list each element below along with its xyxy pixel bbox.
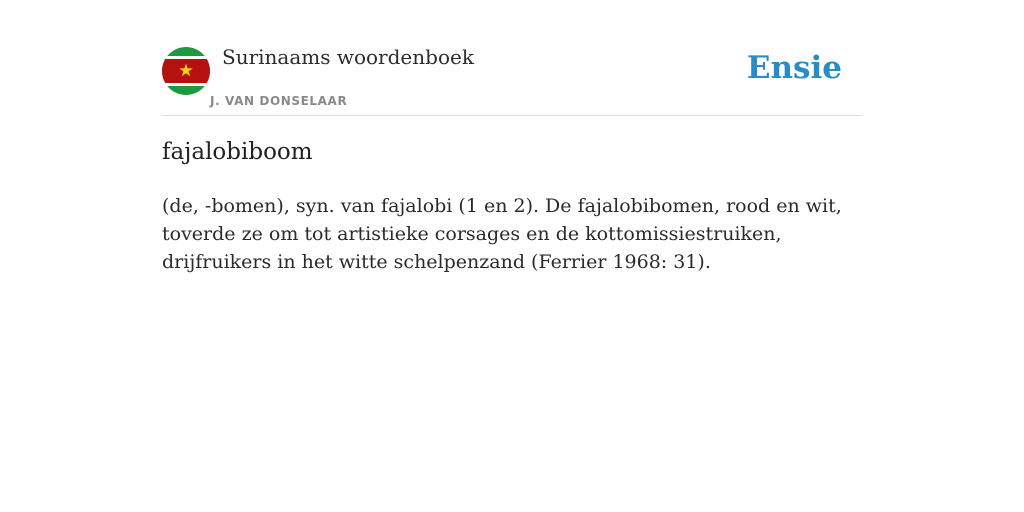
dictionary-header: [162, 40, 862, 116]
dictionary-title[interactable]: Surinaams woordenboek: [222, 45, 474, 69]
entry-headword: fajalobiboom: [162, 139, 313, 165]
ensie-logo[interactable]: Ensie: [746, 50, 842, 86]
dictionary-author: J. VAN DONSELAAR: [210, 94, 348, 108]
suriname-flag-icon[interactable]: [162, 47, 210, 95]
entry-definition: (de, -bomen), syn. van fajalobi (1 en 2). De fajalobibomen, rood en wit, toverde ze om tot artistieke corsages en de kottomissiestruiken, drijfruikers in het witte schelpenzand (Ferrier 1968: 31).: [162, 195, 842, 273]
